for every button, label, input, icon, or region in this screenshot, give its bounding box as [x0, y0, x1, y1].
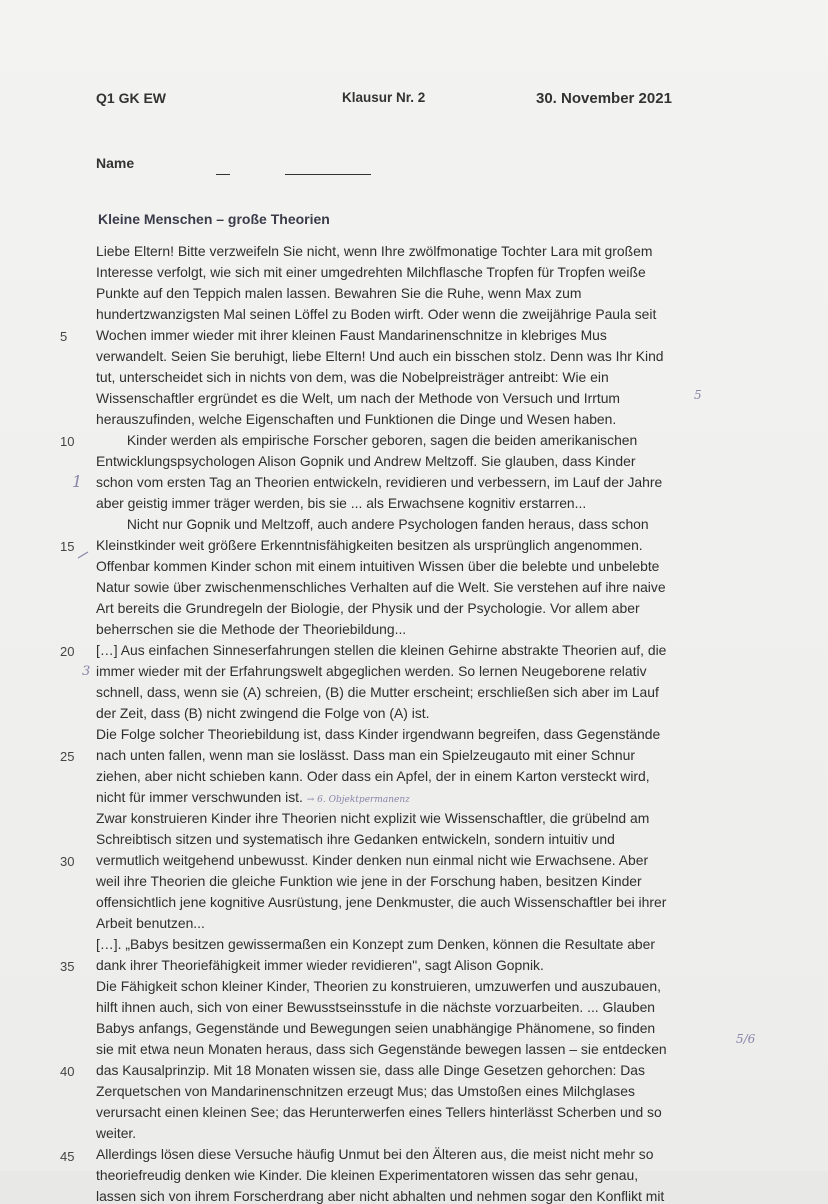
text-line: offensichtlich jene kognitive Ausrüstung, jene Denkmuster, die auch Wissenschaftler bei ihrer: [96, 894, 667, 910]
line-number: 30: [60, 854, 75, 869]
text-line: Kleinstkinder weit größere Erkenntnisfähigkeiten besitzen als ursprünglich angenommen.: [96, 537, 643, 553]
text-line: […]. „Babys besitzen gewissermaßen ein Konzept zum Denken, können die Resultate aber: [96, 936, 656, 952]
text-line: sie mit etwa neun Monaten heraus, dass sich Gegenstände bewegen lassen – sie entdecken: [96, 1041, 667, 1057]
text-line: Nicht nur Gopnik und Meltzoff, auch andere Psychologen fanden heraus, dass schon: [96, 516, 649, 532]
text-line: tut, unterscheidet sich in nichts von dem, was die Nobelpreisträger antreibt: Wie ein: [96, 369, 609, 385]
line-number: 25: [60, 749, 75, 764]
text-line: Kinder werden als empirische Forscher geboren, sagen die beiden amerikanischen: [96, 432, 638, 448]
text-line: verursacht einen kleinen See; das Herunterwerfen eines Tellers hinterlässt Scherben und so: [96, 1104, 662, 1120]
handwritten-objektpermanenz-note: → 6. Objektpermanenz: [306, 795, 410, 805]
text-line: vermutlich weitgehend unbewusst. Kinder denken nun einmal nicht wie Erwachsene. Aber: [96, 852, 649, 868]
text-line: Wissenschaftler ergründet es die Welt, um nach der Methode von Versuch und Irrtum: [96, 390, 620, 406]
line-number: 45: [60, 1149, 75, 1164]
text-line: Zerquetschen von Mandarinenschnitzen erzeugt Mus; das Umstoßen eines Milchglases: [96, 1083, 635, 1099]
text-line: lassen sich von ihrem Forscherdrang aber nicht abhalten und nehmen sogar den Konflikt mit: [96, 1188, 665, 1204]
text-line: dank ihrer Theoriefähigkeit immer wieder revidieren", sagt Alison Gopnik.: [96, 957, 544, 973]
margin-note-1: 1: [72, 472, 83, 491]
margin-note-3: 3: [82, 664, 91, 679]
text-line: Wochen immer wieder mit ihrer kleinen Faust Mandarinenschnitze in klebriges Mus: [96, 327, 607, 343]
text-line: schnell, dass, wenn sie (A) schreien, (B) die Mutter erscheint; erschließen sich aber im Lauf: [96, 684, 659, 700]
name-underline: [285, 174, 371, 175]
text-line: theoriefreudig denken wie Kinder. Die kleinen Experimentatoren wissen das sehr genau,: [96, 1167, 639, 1183]
text-line: Schreibtisch sitzen und systematisch ihre Gedanken entwickeln, sondern intuitiv und: [96, 831, 615, 847]
text-line: hundertzwanzigsten Mal seinen Löffel zu Boden wirft. Oder wenn die zweijährige Paula seit: [96, 306, 657, 322]
name-underline-short: [216, 174, 230, 175]
check-mark-icon: [74, 540, 104, 566]
text-line-part: nicht für immer verschwunden ist.: [96, 789, 303, 805]
text-line: ziehen, aber nicht schieben kann. Oder dass ein Apfel, der in einem Karton versteckt wird,: [96, 768, 650, 784]
margin-note-5: 5: [694, 388, 702, 402]
text-line: weiter.: [96, 1125, 137, 1141]
text-line: herauszufinden, welche Eigenschaften und Funktionen die Dinge und Wesen haben.: [96, 411, 617, 427]
text-line: Babys anfangs, Gegenstände und Bewegungen seien unabhängige Phänomene, so finden: [96, 1020, 656, 1036]
text-line: nach unten fallen, wenn man sie loslässt. Dass man ein Spielzeugauto mit einer Schnur: [96, 747, 635, 763]
text-line: [96, 789, 410, 805]
text-line: Offenbar kommen Kinder schon mit einem intuitiven Wissen über die belebte und unbelebte: [96, 558, 660, 574]
text-line: beherrschen sie die Methode der Theoriebildung...: [96, 621, 407, 637]
text-line: Liebe Eltern! Bitte verzweifeln Sie nicht, wenn Ihre zwölfmonatige Tochter Lara mit großem: [96, 243, 653, 259]
text-line: Zwar konstruieren Kinder ihre Theorien nicht explizit wie Wissenschaftler, die grübelnd am: [96, 810, 650, 826]
text-line: weil ihre Theorien die gleiche Funktion wie jene in der Forschung haben, besitzen Kinder: [96, 873, 642, 889]
exam-number: Klausur Nr. 2: [342, 90, 426, 105]
text-line: Arbeit benutzen...: [96, 915, 205, 931]
text-line: Art bereits die Grundregeln der Biologie, der Physik und der Psychologie. Vor allem aber: [96, 600, 640, 616]
line-number: 10: [60, 434, 75, 449]
text-line: das Kausalprinzip. Mit 18 Monaten wissen sie, dass alle Dinge Gesetzen gehorchen: Das: [96, 1062, 645, 1078]
text-line: aber geistig immer träger werden, bis sie ... als Erwachsene kognitiv erstarren...: [96, 495, 587, 511]
text-line: Die Folge solcher Theoriebildung ist, dass Kinder irgendwann begreifen, dass Gegenstände: [96, 726, 661, 742]
text-line: Interesse verfolgt, wie sich mit einer umgedrehten Milchflasche Tropfen für Tropfen weiße: [96, 264, 646, 280]
line-number: 40: [60, 1064, 75, 1079]
text-line: Die Fähigkeit schon kleiner Kinder, Theorien zu konstruieren, umzuwerfen und auszubauen,: [96, 978, 661, 994]
margin-note-5-6: 5/6: [736, 1032, 756, 1046]
text-line: hilft ihnen auch, sich von einer Bewusstseinsstufe in die nächste vorzuarbeiten. ... Glauben: [96, 999, 656, 1015]
line-number: 5: [60, 329, 68, 344]
text-line: Allerdings lösen diese Versuche häufig Unmut bei den Älteren aus, die meist nicht mehr so: [96, 1146, 654, 1162]
text-line: Punkte auf den Teppich malen lassen. Bewahren Sie die Ruhe, wenn Max zum: [96, 285, 582, 301]
article-title: Kleine Menschen – große Theorien: [98, 211, 330, 227]
exam-date: 30. November 2021: [536, 90, 672, 107]
text-line: schon vom ersten Tag an Theorien entwickeln, revidieren und verbessern, im Lauf der Jahre: [96, 474, 663, 490]
text-line: Natur sowie über zwischenmenschliches Verhalten auf die Welt. Sie verstehen auf ihre naive: [96, 579, 666, 595]
text-line: Entwicklungspsychologen Alison Gopnik und Andrew Meltzoff. Sie glauben, dass Kinder: [96, 453, 636, 469]
text-line: der Zeit, dass (B) nicht zwingend die Folge von (A) ist.: [96, 705, 430, 721]
text-line: verwandelt. Seien Sie beruhigt, liebe Eltern! Und auch ein bisschen stolz. Denn was Ihr Kind: [96, 348, 664, 364]
name-label: Name: [96, 155, 135, 171]
text-line: […] Aus einfachen Sinneserfahrungen stellen die kleinen Gehirne abstrakte Theorien auf, die: [96, 642, 667, 658]
line-number: 35: [60, 959, 75, 974]
course-label: Q1 GK EW: [96, 90, 167, 106]
line-number: 20: [60, 644, 75, 659]
line-number: 15: [60, 539, 75, 554]
text-line: immer wieder mit der Erfahrungswelt abgeglichen werden. So lernen Neugeborene relativ: [96, 663, 647, 679]
